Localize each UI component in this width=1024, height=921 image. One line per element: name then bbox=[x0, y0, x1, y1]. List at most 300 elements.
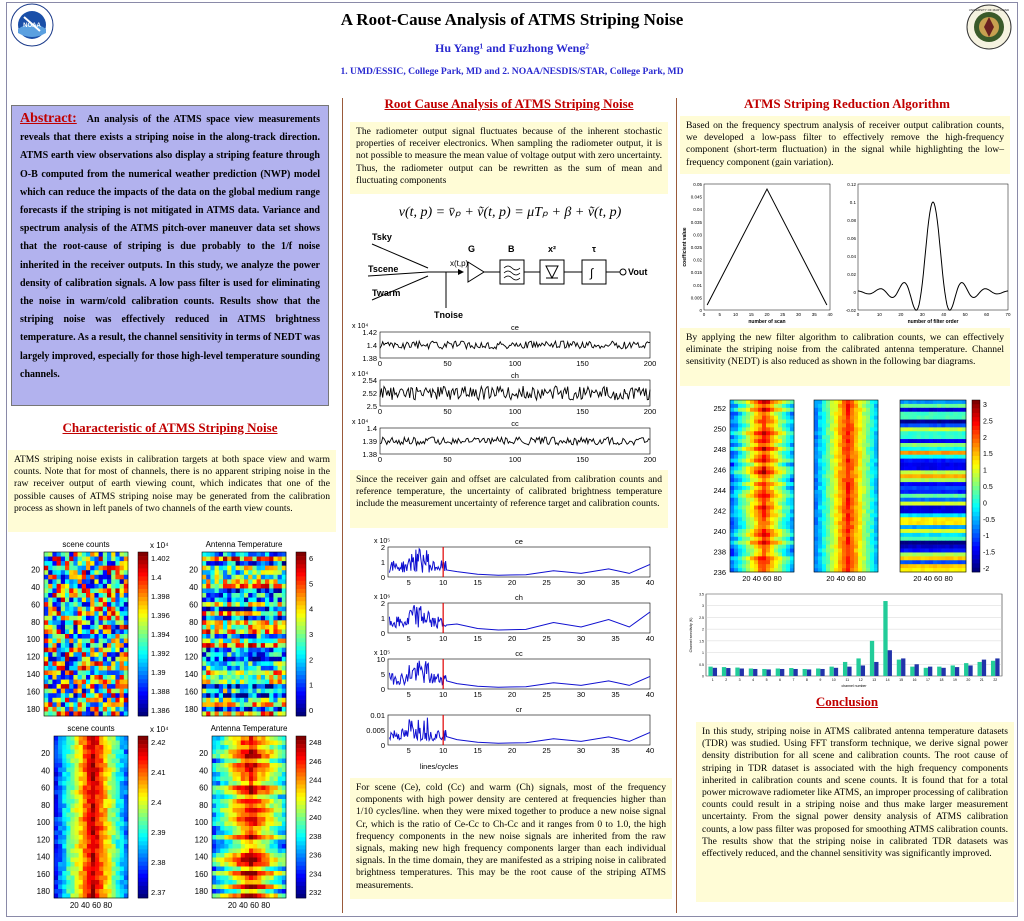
x-tick-label: 30 bbox=[576, 578, 586, 587]
bar-series-a bbox=[789, 668, 793, 676]
colorbar-segment bbox=[138, 712, 148, 716]
colorbar-segment bbox=[296, 777, 306, 781]
panel-title: Antenna Temperature bbox=[205, 540, 283, 549]
x-tick-label: 25 bbox=[780, 312, 786, 317]
bar-series-a bbox=[897, 660, 901, 676]
colorbar-segment bbox=[972, 469, 980, 474]
colorbar-segment bbox=[296, 659, 306, 663]
ts-exponent: x 10⁴ bbox=[352, 419, 369, 426]
x-tick-label: 50 bbox=[962, 312, 968, 317]
colorbar-label: 2.5 bbox=[983, 418, 993, 426]
colorbar-segment bbox=[296, 585, 306, 589]
bar-series-a bbox=[803, 669, 807, 676]
ps-xlabel: lines/cycles bbox=[419, 762, 459, 771]
colorbar-segment bbox=[138, 646, 148, 650]
svg-text:Vout: Vout bbox=[628, 267, 648, 277]
bar-series-a bbox=[924, 668, 928, 676]
x-tick-label: 5 bbox=[406, 690, 411, 699]
x-tick-label: 20 40 60 80 bbox=[742, 574, 782, 583]
y-tick-label: 140 bbox=[184, 670, 198, 680]
root-cause-heading: Root Cause Analysis of ATMS Striping Noise bbox=[384, 96, 634, 111]
x-tick-label: 30 bbox=[576, 690, 586, 699]
x-tick-label: 8 bbox=[805, 678, 808, 682]
colorbar-segment bbox=[296, 556, 306, 560]
colorbar-label: 236 bbox=[309, 850, 322, 860]
x-tick-label: 4 bbox=[752, 678, 755, 682]
conclusion-heading: Conclusion bbox=[815, 694, 879, 709]
colorbar-label: 238 bbox=[309, 831, 322, 841]
colorbar-segment bbox=[296, 793, 306, 797]
y-tick-label: 0.12 bbox=[847, 182, 856, 187]
x-tick-label: 5 bbox=[406, 578, 411, 587]
bar-series-a bbox=[816, 669, 820, 676]
colorbar-label: 0 bbox=[309, 706, 314, 715]
colorbar-label: 246 bbox=[309, 756, 322, 766]
y-tick-label: 20 bbox=[31, 565, 40, 575]
colorbar-segment bbox=[296, 833, 306, 837]
bar-series-a bbox=[830, 667, 834, 676]
y-tick-label: 0 bbox=[380, 629, 385, 638]
y-tick-label: 2.5 bbox=[699, 615, 704, 620]
ps-exponent: x 10⁵ bbox=[374, 650, 391, 657]
colorbar-segment bbox=[972, 404, 980, 409]
y-tick-label: 0.01 bbox=[370, 711, 385, 720]
colorbar-segment bbox=[296, 858, 306, 862]
y-tick-label: 60 bbox=[41, 783, 50, 793]
colorbar-segment bbox=[296, 712, 306, 716]
heatmap-cells bbox=[202, 552, 286, 716]
x-tick-label: 40 bbox=[827, 312, 833, 317]
y-tick-label: 2.52 bbox=[362, 389, 377, 398]
colorbar-label: 4 bbox=[309, 604, 314, 614]
x-tick-label: 20 bbox=[898, 312, 904, 317]
colorbar-segment bbox=[138, 813, 148, 817]
colorbar-segment bbox=[138, 777, 148, 781]
y-tick-label: 60 bbox=[199, 783, 208, 793]
bar-series-b bbox=[861, 665, 865, 676]
colorbar-segment bbox=[296, 809, 306, 813]
colorbar-segment bbox=[296, 564, 306, 568]
colorbar-label: 1.388 bbox=[151, 687, 170, 696]
colorbar-segment bbox=[138, 626, 148, 630]
colorbar-label: 1 bbox=[983, 467, 987, 475]
colorbar-segment bbox=[138, 577, 148, 581]
x-tick-label: 60 bbox=[984, 312, 990, 317]
colorbar-label: 6 bbox=[309, 554, 314, 563]
colorbar-segment bbox=[138, 675, 148, 679]
x-tick-label: 100 bbox=[508, 359, 522, 368]
colorbar-segment bbox=[296, 683, 306, 687]
svg-text:x²: x² bbox=[548, 244, 557, 254]
x-tick-label: 10 bbox=[438, 634, 448, 643]
x-tick-label: 20 40 60 80 bbox=[227, 901, 271, 910]
x-tick-label: 20 bbox=[507, 746, 517, 755]
bar-series-b bbox=[834, 668, 838, 676]
colorbar-segment bbox=[296, 618, 306, 622]
authors: Hu Yang¹ and Fuzhong Weng² bbox=[435, 41, 589, 55]
colorbar-segment bbox=[138, 683, 148, 687]
y-tick-label: 0.5 bbox=[699, 662, 704, 667]
x-tick-label: 35 bbox=[611, 690, 620, 699]
colorbar-segment bbox=[138, 655, 148, 659]
svg-text:∫: ∫ bbox=[590, 266, 594, 280]
ps-exponent: x 10⁶ bbox=[374, 594, 391, 601]
bar-series-a bbox=[978, 662, 982, 676]
colorbar-segment bbox=[296, 748, 306, 752]
y-tick-label: 0.005 bbox=[690, 295, 702, 301]
colorbar-segment bbox=[296, 630, 306, 634]
colorbar-segment bbox=[296, 768, 306, 772]
y-tick-label: 1.42 bbox=[362, 328, 377, 337]
bar-xlabel: channel number bbox=[841, 684, 867, 688]
colorbar-segment bbox=[972, 538, 980, 543]
y-tick-label: 0.025 bbox=[690, 245, 702, 250]
y-tick-label: 246 bbox=[713, 465, 726, 475]
colorbar-segment bbox=[138, 845, 148, 849]
colorbar-segment bbox=[296, 679, 306, 683]
ps-label: ch bbox=[515, 593, 523, 602]
scene-counts-figure bbox=[8, 536, 338, 911]
colorbar-segment bbox=[296, 825, 306, 829]
colorbar-label: 3 bbox=[309, 630, 314, 639]
colorbar-segment bbox=[296, 797, 306, 801]
colorbar-segment bbox=[296, 764, 306, 768]
colorbar-segment bbox=[138, 878, 148, 882]
colorbar-segment bbox=[138, 768, 148, 772]
colorbar-label: 2.37 bbox=[151, 888, 166, 897]
colorbar-label: 0 bbox=[983, 500, 987, 508]
colorbar-segment bbox=[296, 886, 306, 890]
bar-series-b bbox=[982, 660, 986, 676]
colorbar-segment bbox=[138, 837, 148, 841]
colorbar-segment bbox=[138, 614, 148, 618]
y-tick-label: 80 bbox=[189, 617, 198, 627]
colorbar-segment bbox=[972, 499, 980, 504]
x-tick-label: 20 40 60 80 bbox=[913, 574, 953, 583]
x-tick-label: 100 bbox=[508, 455, 522, 464]
nedt-bar-chart bbox=[680, 588, 1014, 694]
colorbar-segment bbox=[972, 460, 980, 465]
x-tick-label: 20 bbox=[764, 312, 770, 317]
colorbar-segment bbox=[296, 634, 306, 638]
y-tick-label: 40 bbox=[31, 582, 40, 592]
colorbar-segment bbox=[296, 849, 306, 853]
heatmap-cells bbox=[730, 400, 794, 572]
bar-series-b bbox=[793, 669, 797, 676]
bar-series-b bbox=[713, 668, 717, 676]
x-tick-label: 1 bbox=[711, 678, 714, 682]
y-tick-label: 10 bbox=[376, 655, 385, 664]
colorbar-segment bbox=[138, 667, 148, 671]
colorbar-segment bbox=[296, 601, 306, 605]
colorbar-segment bbox=[138, 740, 148, 744]
colorbar-segment bbox=[296, 597, 306, 601]
bar-series-b bbox=[995, 658, 999, 676]
panel-exponent: x 10⁴ bbox=[150, 541, 169, 550]
colorbar-label: -0.5 bbox=[983, 516, 996, 524]
colorbar-segment bbox=[138, 805, 148, 809]
y-tick-label: 2 bbox=[702, 627, 704, 632]
colorbar-label: 1.398 bbox=[151, 592, 170, 601]
panel-exponent: x 10⁴ bbox=[150, 725, 169, 734]
x-tick-label: 2 bbox=[725, 678, 728, 682]
y-tick-label: 248 bbox=[713, 445, 726, 454]
colorbar-segment bbox=[138, 853, 148, 857]
colorbar-segment bbox=[138, 585, 148, 589]
y-tick-label: 20 bbox=[41, 749, 50, 759]
bar-series-a bbox=[749, 669, 753, 676]
colorbar-segment bbox=[296, 752, 306, 756]
y-tick-label: 0.05 bbox=[693, 182, 702, 187]
x-tick-label: 30 bbox=[576, 746, 586, 755]
colorbar-segment bbox=[138, 630, 148, 634]
y-tick-label: 238 bbox=[713, 547, 726, 557]
ts-label: ce bbox=[511, 323, 519, 332]
colorbar-segment bbox=[138, 752, 148, 756]
x-tick-label: 25 bbox=[542, 746, 551, 755]
colorbar-label: 2.41 bbox=[151, 768, 166, 777]
x-tick-label: 20 bbox=[507, 578, 517, 587]
bar-series-a bbox=[937, 667, 941, 676]
colorbar-segment bbox=[972, 409, 980, 414]
colorbar-segment bbox=[972, 525, 980, 530]
y-tick-label: 0 bbox=[380, 685, 385, 694]
ts-label: ch bbox=[511, 371, 519, 380]
x-tick-label: 50 bbox=[443, 455, 452, 464]
y-tick-label: 0.03 bbox=[693, 232, 702, 238]
y-tick-label: 1.5 bbox=[699, 639, 704, 644]
y-tick-label: 160 bbox=[194, 869, 208, 879]
colorbar-segment bbox=[972, 439, 980, 444]
colorbar-label: 1.4 bbox=[151, 573, 162, 582]
colorbar-segment bbox=[296, 646, 306, 650]
colorbar-segment bbox=[296, 691, 306, 695]
colorbar-segment bbox=[138, 556, 148, 560]
heatmap-cells bbox=[212, 736, 286, 898]
x-tick-label: 30 bbox=[795, 312, 802, 317]
colorbar-segment bbox=[138, 764, 148, 768]
affiliations: 1. UMD/ESSIC, College Park, MD and 2. NOAA/NESDIS/STAR, College Park, MD bbox=[340, 66, 684, 77]
y-tick-label: 0.04 bbox=[693, 207, 702, 213]
colorbar-segment bbox=[296, 568, 306, 572]
colorbar-segment bbox=[296, 841, 306, 845]
colorbar-label: 240 bbox=[309, 813, 322, 822]
colorbar-segment bbox=[972, 490, 980, 495]
colorbar-segment bbox=[138, 785, 148, 789]
y-tick-label: 180 bbox=[36, 887, 50, 897]
y-tick-label: 40 bbox=[41, 766, 50, 776]
filter-result-text: By applying the new filter algorithm to calibration counts, we can effectively eliminate the striping noise from the calibrated antenna temperature. Channel sensitivity (NEDT) is also reduced as shown in the following bar diagrams. bbox=[680, 328, 1010, 386]
y-tick-label: 60 bbox=[31, 600, 40, 610]
colorbar-segment bbox=[138, 609, 148, 613]
bar-series-b bbox=[915, 664, 919, 676]
colorbar-segment bbox=[972, 426, 980, 431]
colorbar-segment bbox=[972, 563, 980, 568]
y-tick-label: 0.04 bbox=[847, 254, 856, 259]
power-spectrum-figure bbox=[350, 531, 668, 771]
colorbar-segment bbox=[296, 671, 306, 675]
x-tick-label: 70 bbox=[1005, 312, 1011, 317]
y-tick-label: 80 bbox=[41, 800, 50, 810]
colorbar-segment bbox=[972, 430, 980, 435]
colorbar-segment bbox=[138, 793, 148, 797]
x-tick-label: 35 bbox=[611, 634, 620, 643]
colorbar-segment bbox=[138, 809, 148, 813]
colorbar-segment bbox=[972, 508, 980, 513]
algorithm-text: Based on the frequency spectrum analysis of receiver output calibration counts, we developed a low-pass filter to effectively remove the high-frequency component (short-term fluctuation) in the signal while highlighting the low–frequency component (gain variation). bbox=[680, 116, 1010, 174]
colorbar-segment bbox=[296, 552, 306, 556]
colorbar-segment bbox=[972, 559, 980, 564]
y-tick-label: 180 bbox=[194, 887, 208, 897]
y-tick-label: 0.02 bbox=[847, 272, 856, 277]
x-tick-label: 0 bbox=[377, 407, 383, 416]
x-tick-label: 19 bbox=[952, 678, 957, 682]
x-tick-label: 35 bbox=[611, 746, 620, 755]
panel-title: scene counts bbox=[67, 724, 115, 733]
y-tick-label: 5 bbox=[380, 670, 385, 679]
ts-exponent: x 10⁴ bbox=[352, 323, 369, 330]
colorbar-segment bbox=[296, 622, 306, 626]
y-tick-label: 0.1 bbox=[849, 200, 856, 205]
colorbar-segment bbox=[138, 756, 148, 760]
colorbar-segment bbox=[296, 577, 306, 581]
colorbar-label: 244 bbox=[309, 775, 322, 785]
colorbar-segment bbox=[138, 663, 148, 667]
y-tick-label: 2 bbox=[380, 599, 385, 608]
colorbar-segment bbox=[972, 473, 980, 478]
colorbar-segment bbox=[296, 560, 306, 564]
bar-series-b bbox=[807, 669, 811, 676]
characteristic-heading: Characteristic of ATMS Striping Noise bbox=[62, 420, 278, 435]
colorbar-segment bbox=[972, 413, 980, 418]
x-tick-label: 21 bbox=[979, 678, 984, 682]
x-tick-label: 35 bbox=[611, 578, 620, 587]
colorbar-segment bbox=[138, 573, 148, 577]
colorbar-label: 242 bbox=[309, 794, 322, 804]
colorbar-segment bbox=[972, 434, 980, 439]
colorbar-segment bbox=[138, 817, 148, 821]
colorbar-segment bbox=[972, 512, 980, 517]
radiometer-diagram bbox=[350, 228, 668, 320]
colorbar-segment bbox=[296, 866, 306, 870]
colorbar-segment bbox=[138, 564, 148, 568]
y-tick-label: 1.38 bbox=[362, 354, 377, 363]
svg-text:Tnoise: Tnoise bbox=[434, 310, 464, 320]
x-tick-label: 14 bbox=[885, 678, 890, 682]
ps-label: cc bbox=[515, 649, 523, 658]
bar-series-b bbox=[847, 667, 851, 676]
colorbar-segment bbox=[138, 841, 148, 845]
x-tick-label: 150 bbox=[576, 455, 589, 464]
y-tick-label: 80 bbox=[199, 800, 208, 810]
root-cause-text: The radiometer output signal fluctuates because of the inherent stochastic properties of receiver electronics. When sampling the radiometer output, it is not possible to measure the mean value of voltage output with zero uncertainty. Thus, the radiometer output can be rewritten as the sum of mean and fluctuating components bbox=[350, 122, 668, 194]
colorbar-segment bbox=[138, 894, 148, 898]
colorbar-segment bbox=[138, 874, 148, 878]
colorbar-segment bbox=[296, 675, 306, 679]
y-tick-label: 0 bbox=[702, 674, 704, 679]
colorbar-segment bbox=[296, 894, 306, 898]
y-tick-label: 180 bbox=[184, 705, 198, 715]
y-tick-label: 1.39 bbox=[362, 437, 377, 446]
colorbar-segment bbox=[138, 622, 148, 626]
x-tick-label: 0 bbox=[856, 312, 860, 317]
bar-series-b bbox=[820, 669, 824, 676]
bar-series-a bbox=[776, 669, 780, 676]
colorbar-segment bbox=[296, 882, 306, 886]
y-tick-label: 0.045 bbox=[690, 194, 702, 200]
y-tick-label: 0.005 bbox=[366, 726, 385, 735]
x-tick-label: 20 bbox=[966, 678, 971, 682]
bar-series-b bbox=[901, 658, 905, 676]
colorbar-segment bbox=[296, 829, 306, 833]
svg-text:NOAA: NOAA bbox=[23, 23, 41, 29]
colorbar-segment bbox=[138, 560, 148, 564]
y-tick-label: 0.08 bbox=[847, 218, 856, 223]
colorbar-segment bbox=[138, 708, 148, 712]
colorbar-segment bbox=[296, 700, 306, 704]
colorbar-segment bbox=[138, 687, 148, 691]
x-tick-label: 5 bbox=[406, 746, 411, 755]
colorbar-segment bbox=[296, 704, 306, 708]
ps-label: ce bbox=[515, 537, 523, 546]
y-tick-label: 0.035 bbox=[690, 219, 702, 225]
colorbar-label: 2.39 bbox=[151, 828, 166, 837]
colorbar-segment bbox=[138, 829, 148, 833]
colorbar-segment bbox=[972, 546, 980, 551]
y-tick-label: 60 bbox=[189, 600, 198, 610]
bar-series-b bbox=[874, 662, 878, 676]
colorbar-segment bbox=[972, 516, 980, 521]
bar-series-b bbox=[888, 650, 892, 676]
x-tick-label: 0 bbox=[377, 359, 383, 368]
bar-series-b bbox=[928, 667, 932, 676]
algorithm-heading: ATMS Striping Reduction Algorithm bbox=[744, 96, 950, 111]
conclusion-text: In this study, striping noise in ATMS calibrated antenna temperature datasets (TDR) was studied. Using FFT transform technique, we derive signal power density distribution for all scene and calibration counts. The root cause of striping in TDR dataset is associated with the high frequency components inherited in calibration counts and scene counts. It is found that for a total power microwave radiometer like ATMS, an improper processing of calibration counts could result in a striping noise and thus make larger measurement uncertainty. From the signal power density analysis of ATMS calibration counts, a low pass filter was proposed for smoothing ATMS calibration counts. The results show that the striping noise in calibrated TDR datasets was effectively reduced, and the channel sensitivity was significantly improved. bbox=[696, 722, 1014, 902]
x-tick-label: 15 bbox=[899, 678, 904, 682]
colorbar-segment bbox=[296, 696, 306, 700]
spectrum-text: For scene (Ce), cold (Cc) and warm (Ch) signals, most of the frequency components with high power density are centered at frequencies higher than 1/10 cycles/line. when they were mixed together to produce a new noise signal Cr, which is the ratio of Ce-Cc to Ch-Cc and it ranges from 0 to 1.0, the high frequency components in the new noise signals are inherited from the raw signals, making new high frequency components larger than each individual signals. In the time domain, they are manifested as a striping noise in calibrated brightness temperatures. This may be the root cause of the striping ATMS measurements. bbox=[350, 778, 672, 899]
panel-title: scene counts bbox=[62, 540, 110, 549]
colorbar-segment bbox=[296, 772, 306, 776]
colorbar-segment bbox=[972, 443, 980, 448]
x-tick-label: 7 bbox=[792, 678, 795, 682]
colorbar-segment bbox=[972, 465, 980, 470]
bar-series-b bbox=[955, 667, 959, 676]
radiometer-equation: v(t, p) = v̄ₚ + ṽ(t, p) = μTₚ + β + ṽ(t, p) bbox=[398, 205, 622, 220]
x-tick-label: 15 bbox=[473, 578, 482, 587]
colorbar-segment bbox=[296, 837, 306, 841]
x-tick-label: 9 bbox=[819, 678, 822, 682]
y-tick-label: 1.4 bbox=[366, 424, 377, 433]
colorbar-segment bbox=[138, 696, 148, 700]
x-tick-label: 6 bbox=[779, 678, 781, 682]
colorbar-segment bbox=[138, 825, 148, 829]
x-tick-label: 15 bbox=[473, 634, 482, 643]
y-tick-label: 160 bbox=[184, 687, 198, 697]
colorbar-segment bbox=[296, 870, 306, 874]
colorbar-segment bbox=[972, 447, 980, 452]
y-tick-label: 2 bbox=[380, 543, 385, 552]
colorbar-segment bbox=[972, 520, 980, 525]
colorbar-segment bbox=[138, 789, 148, 793]
y-tick-label: 0.06 bbox=[847, 236, 856, 241]
bar-series-a bbox=[910, 667, 914, 676]
colorbar-segment bbox=[296, 760, 306, 764]
y-tick-label: 1 bbox=[702, 651, 704, 656]
y-tick-label: 1.4 bbox=[366, 341, 377, 350]
heatmap-cells bbox=[44, 552, 128, 716]
colorbar-label: 234 bbox=[309, 869, 322, 879]
